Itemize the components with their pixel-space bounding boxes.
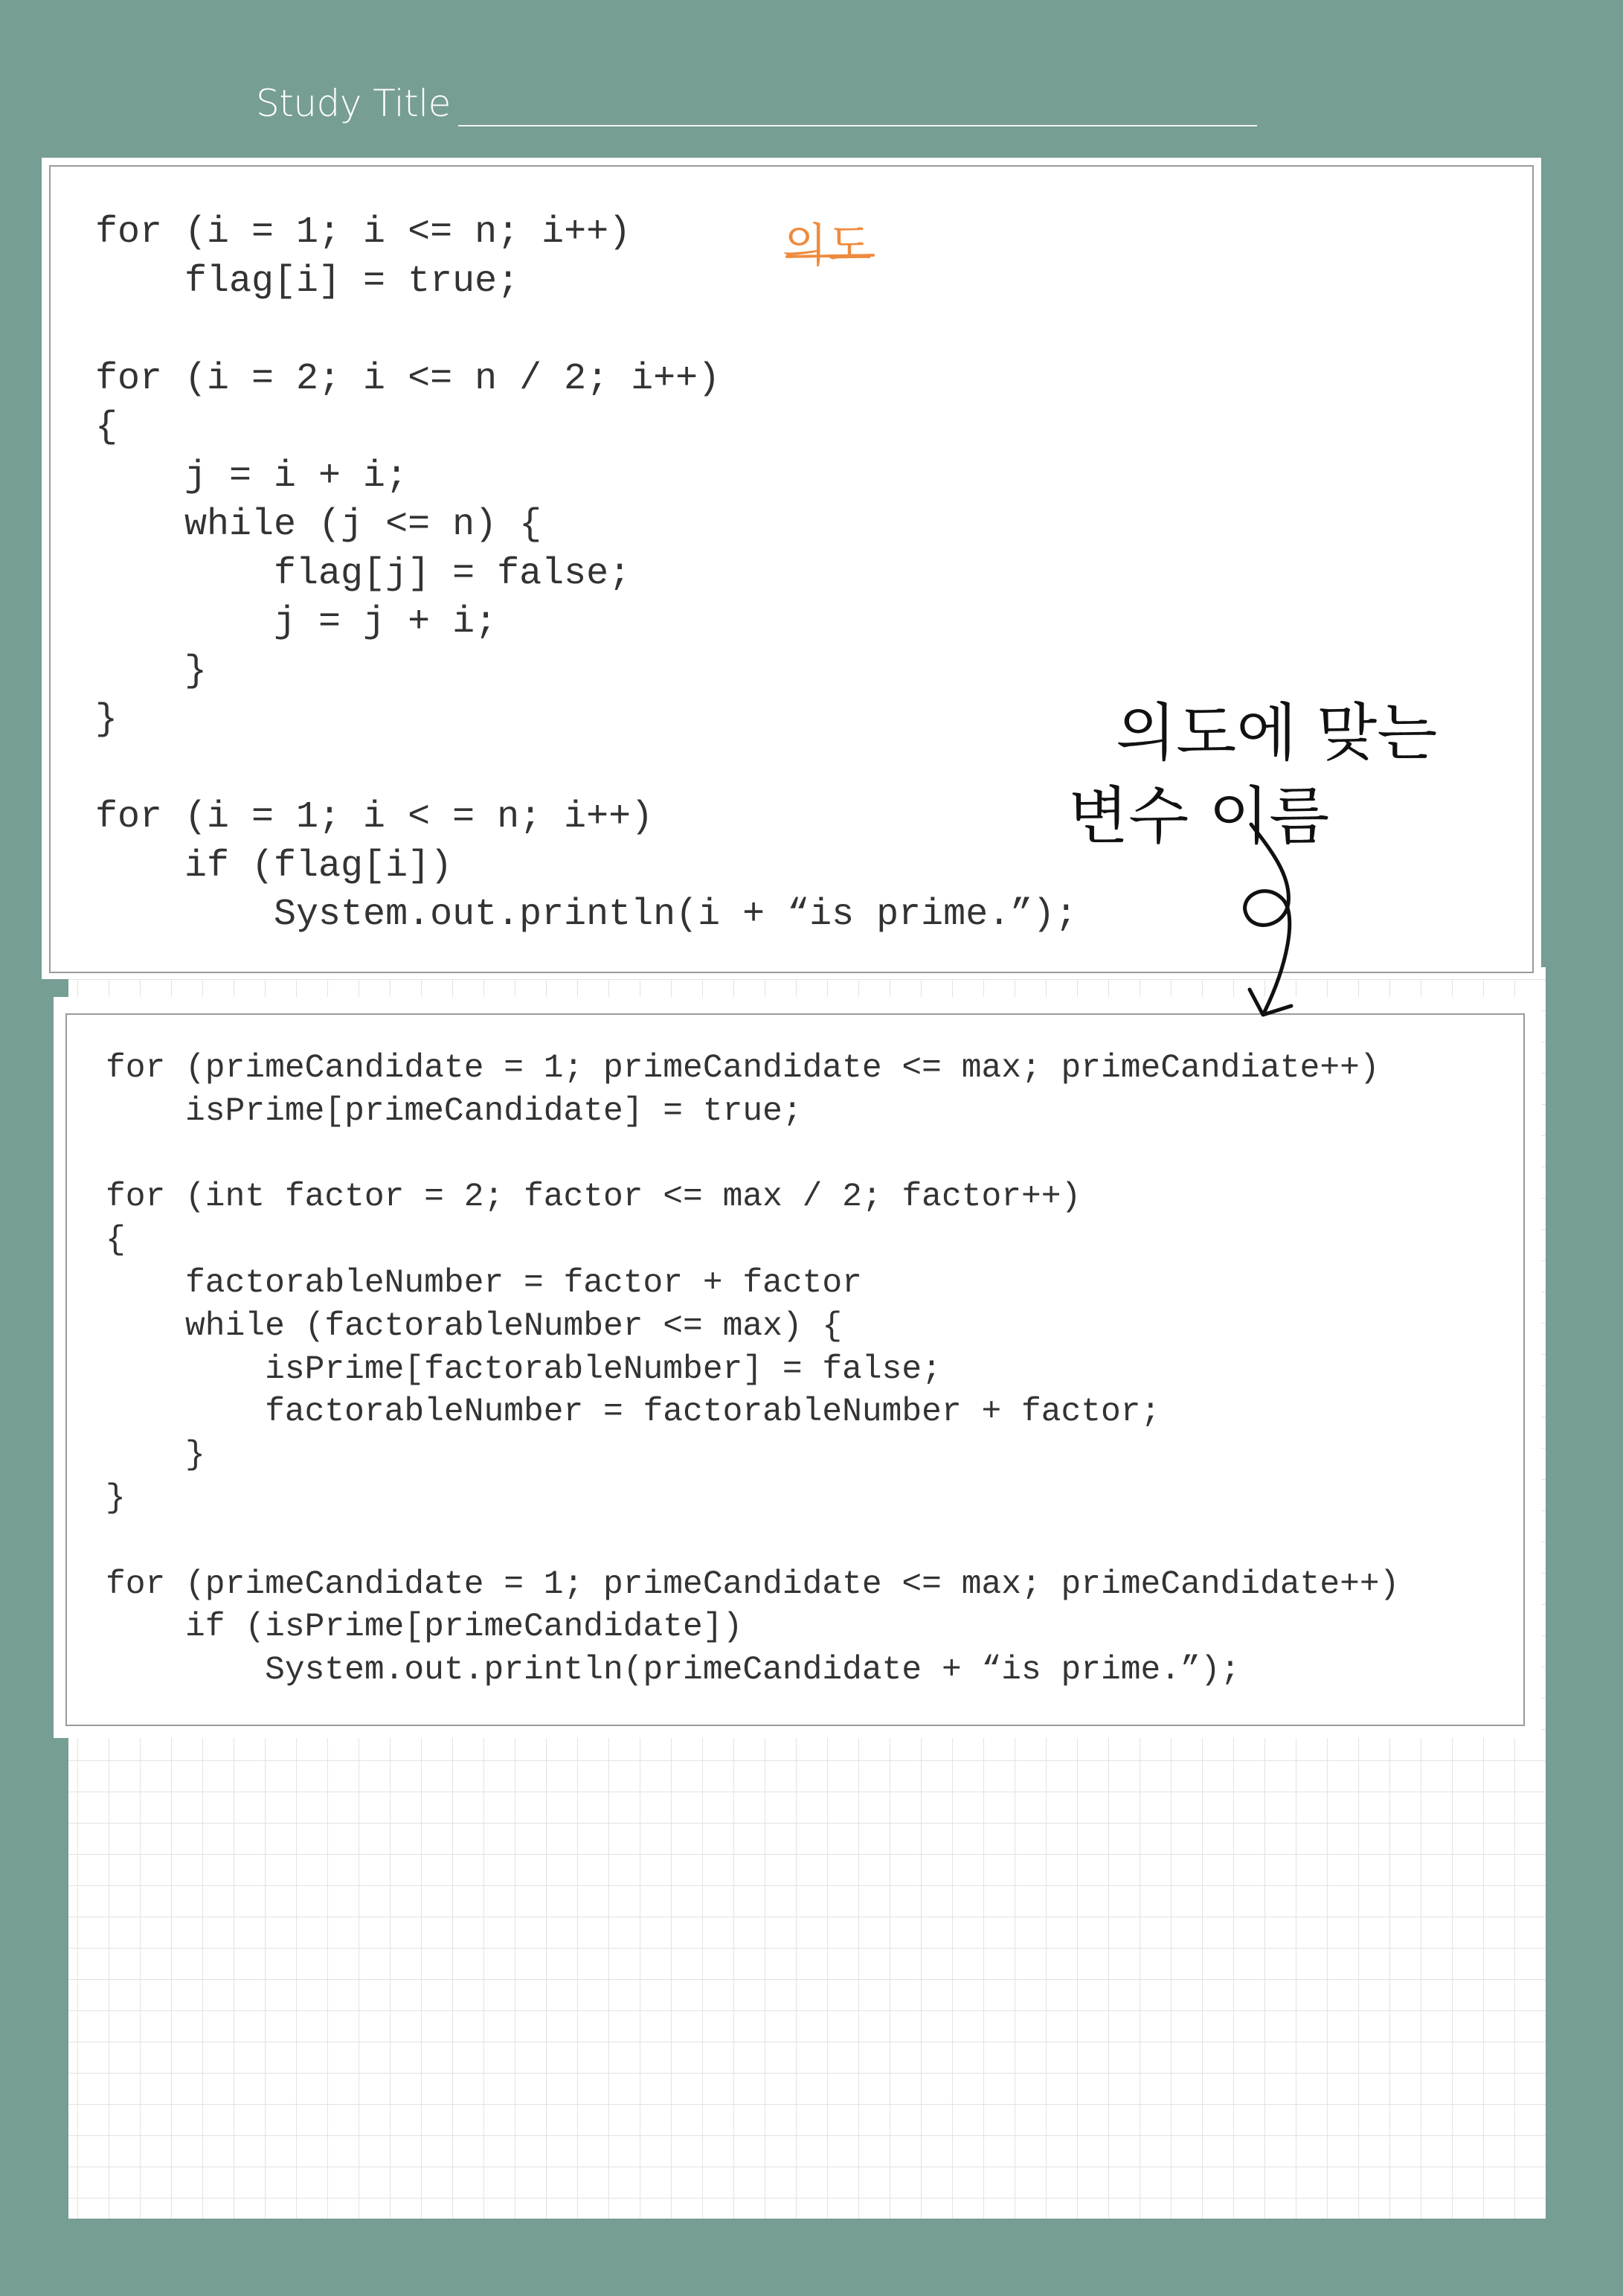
code-block-refactored xyxy=(65,1013,1525,1726)
code-line: if (flag[i]) xyxy=(95,844,453,888)
code-line: while (factorableNumber <= max) { xyxy=(106,1307,843,1345)
code-line: j = i + i; xyxy=(95,455,408,498)
code-line: flag[j] = false; xyxy=(95,552,631,595)
study-title-header xyxy=(256,77,1257,134)
annotation-varname-line1: 의도에 맞는 xyxy=(1116,696,1438,769)
code-line: for (int factor = 2; factor <= max / 2; factor++) xyxy=(106,1179,1082,1216)
code-line: } xyxy=(106,1479,126,1517)
code-line: { xyxy=(106,1222,126,1260)
code-line: j = j + i; xyxy=(95,601,498,644)
code-line: isPrime[factorableNumber] = false; xyxy=(106,1350,942,1388)
code-line: for (i = 2; i <= n / 2; i++) xyxy=(95,357,721,400)
code-line: System.out.println(primeCandidate + “is prime.”); xyxy=(106,1652,1241,1690)
code-line: { xyxy=(95,406,118,449)
code-line: for (i = 1; i <= n; i++) xyxy=(95,211,631,254)
study-title-underline xyxy=(458,125,1257,126)
code-line: factorableNumber = factorableNumber + factor; xyxy=(106,1394,1161,1431)
study-title-label: Study Title xyxy=(256,82,451,125)
code-line: for (primeCandidate = 1; primeCandidate <= max; primeCandidate++) xyxy=(106,1565,1400,1603)
annotation-arrow-icon xyxy=(1220,821,1324,1022)
code-line: for (primeCandidate = 1; primeCandidate <= max; primeCandiate++) xyxy=(106,1050,1380,1087)
code-line: for (i = 1; i < = n; i++) xyxy=(95,796,654,838)
code-line: } xyxy=(106,1437,205,1475)
annotation-varname-line2: 변수 이름 xyxy=(1068,780,1330,853)
code-refactored-text xyxy=(106,1048,1399,1693)
code-line: factorableNumber = factor + factor xyxy=(106,1264,862,1302)
code-line: } xyxy=(95,650,208,693)
code-line: if (isPrime[primeCandidate]) xyxy=(106,1609,743,1646)
code-line: System.out.println(i + “is prime.”); xyxy=(95,894,1078,936)
code-original-text xyxy=(95,208,1077,940)
annotation-intent xyxy=(782,208,885,275)
code-line: while (j <= n) { xyxy=(95,504,542,546)
code-line: } xyxy=(95,699,118,741)
annotation-intent-text: 의도 xyxy=(782,218,872,272)
code-line: flag[i] = true; xyxy=(95,260,520,303)
code-line: isPrime[primeCandidate] = true; xyxy=(106,1092,803,1130)
